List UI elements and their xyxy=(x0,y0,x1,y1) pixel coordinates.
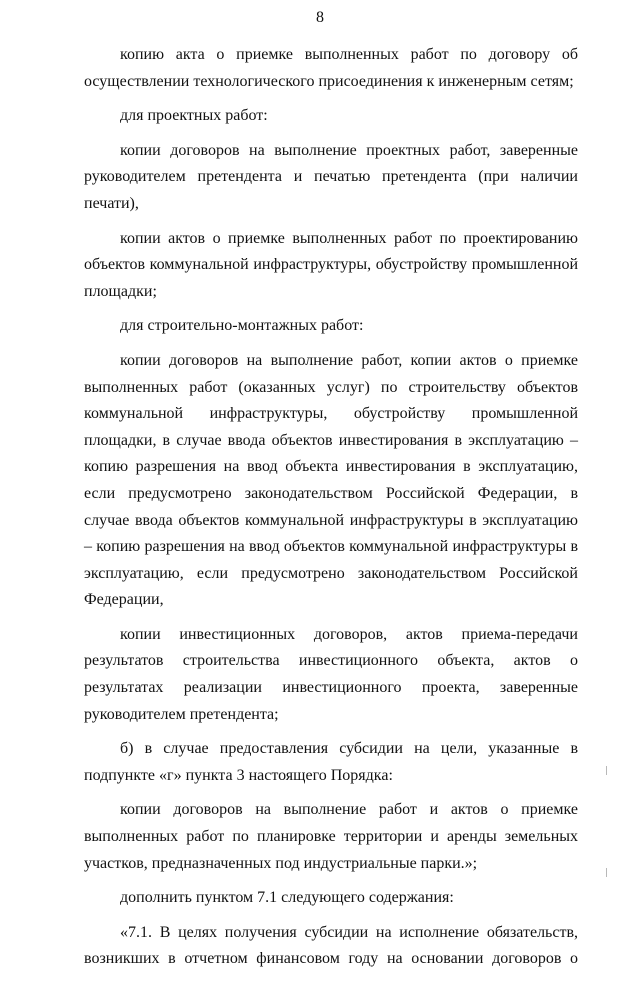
paragraph-planning-contracts: копии договоров на выполнение работ и актов о приемке выполненных работ по планировке территории и аренды земельных участков, предназначенных под индустриальные парки.»; xyxy=(84,801,578,872)
paragraph-add-item-7-1: дополнить пунктом 7.1 следующего содержания: xyxy=(120,889,454,907)
scan-artifact-mark xyxy=(606,766,607,775)
document-body xyxy=(84,42,578,981)
paragraph-investment-contracts: копии инвестиционных договоров, актов приема-передачи результатов строительства инвестиционного объекта, актов о результатах реализации инвестиционного проекта, заверенные руководителем претендента; xyxy=(84,625,578,723)
paragraph-item-7-1: «7.1. В целях получения субсидии на исполнение обязательств, возникших в отчетном финансовом году на основании договоров о xyxy=(84,923,578,968)
scan-artifact-mark xyxy=(606,868,607,877)
paragraph-construction-works-heading: для строительно-монтажных работ: xyxy=(120,317,364,335)
paragraph-design-works-heading: для проектных работ: xyxy=(120,107,268,125)
paragraph-subsidy-case-b: б) в случае предоставления субсидии на цели, указанные в подпункте «г» пункта 3 настоящего Порядка: xyxy=(84,740,578,784)
paragraph-design-contracts: копии договоров на выполнение проектных работ, заверенные руководителем претендента и печатью претендента (при наличии печати), xyxy=(84,141,578,212)
paragraph-design-acts: копии актов о приемке выполненных работ по проектированию объектов коммунальной инфраструктуры, обустройству промышленной площадки; xyxy=(84,229,578,300)
paragraph-construction-contracts: копии договоров на выполнение работ, копии актов о приемке выполненных работ (оказанных услуг) по строительству объектов коммунальной инфраструктуры, обустройству промышленной площадки, в случае ввода объектов инвестирования в эксплуатацию – копию разрешения на ввод объекта инвестирования в эксплуатацию, если предусмотрено законодательством Российской Федерации, в случае ввода объектов коммунальной инфраструктуры в эксплуатацию – копию разрешения на ввод объектов коммунальной инфраструктуры в эксплуатацию, если предусмотрено законодательством Российской Федерации, xyxy=(84,351,578,609)
paragraph-act-technological-connection: копию акта о приемке выполненных работ по договору об осуществлении технологического присоединения к инженерным сетям; xyxy=(84,46,578,90)
page-number: 8 xyxy=(316,9,324,26)
